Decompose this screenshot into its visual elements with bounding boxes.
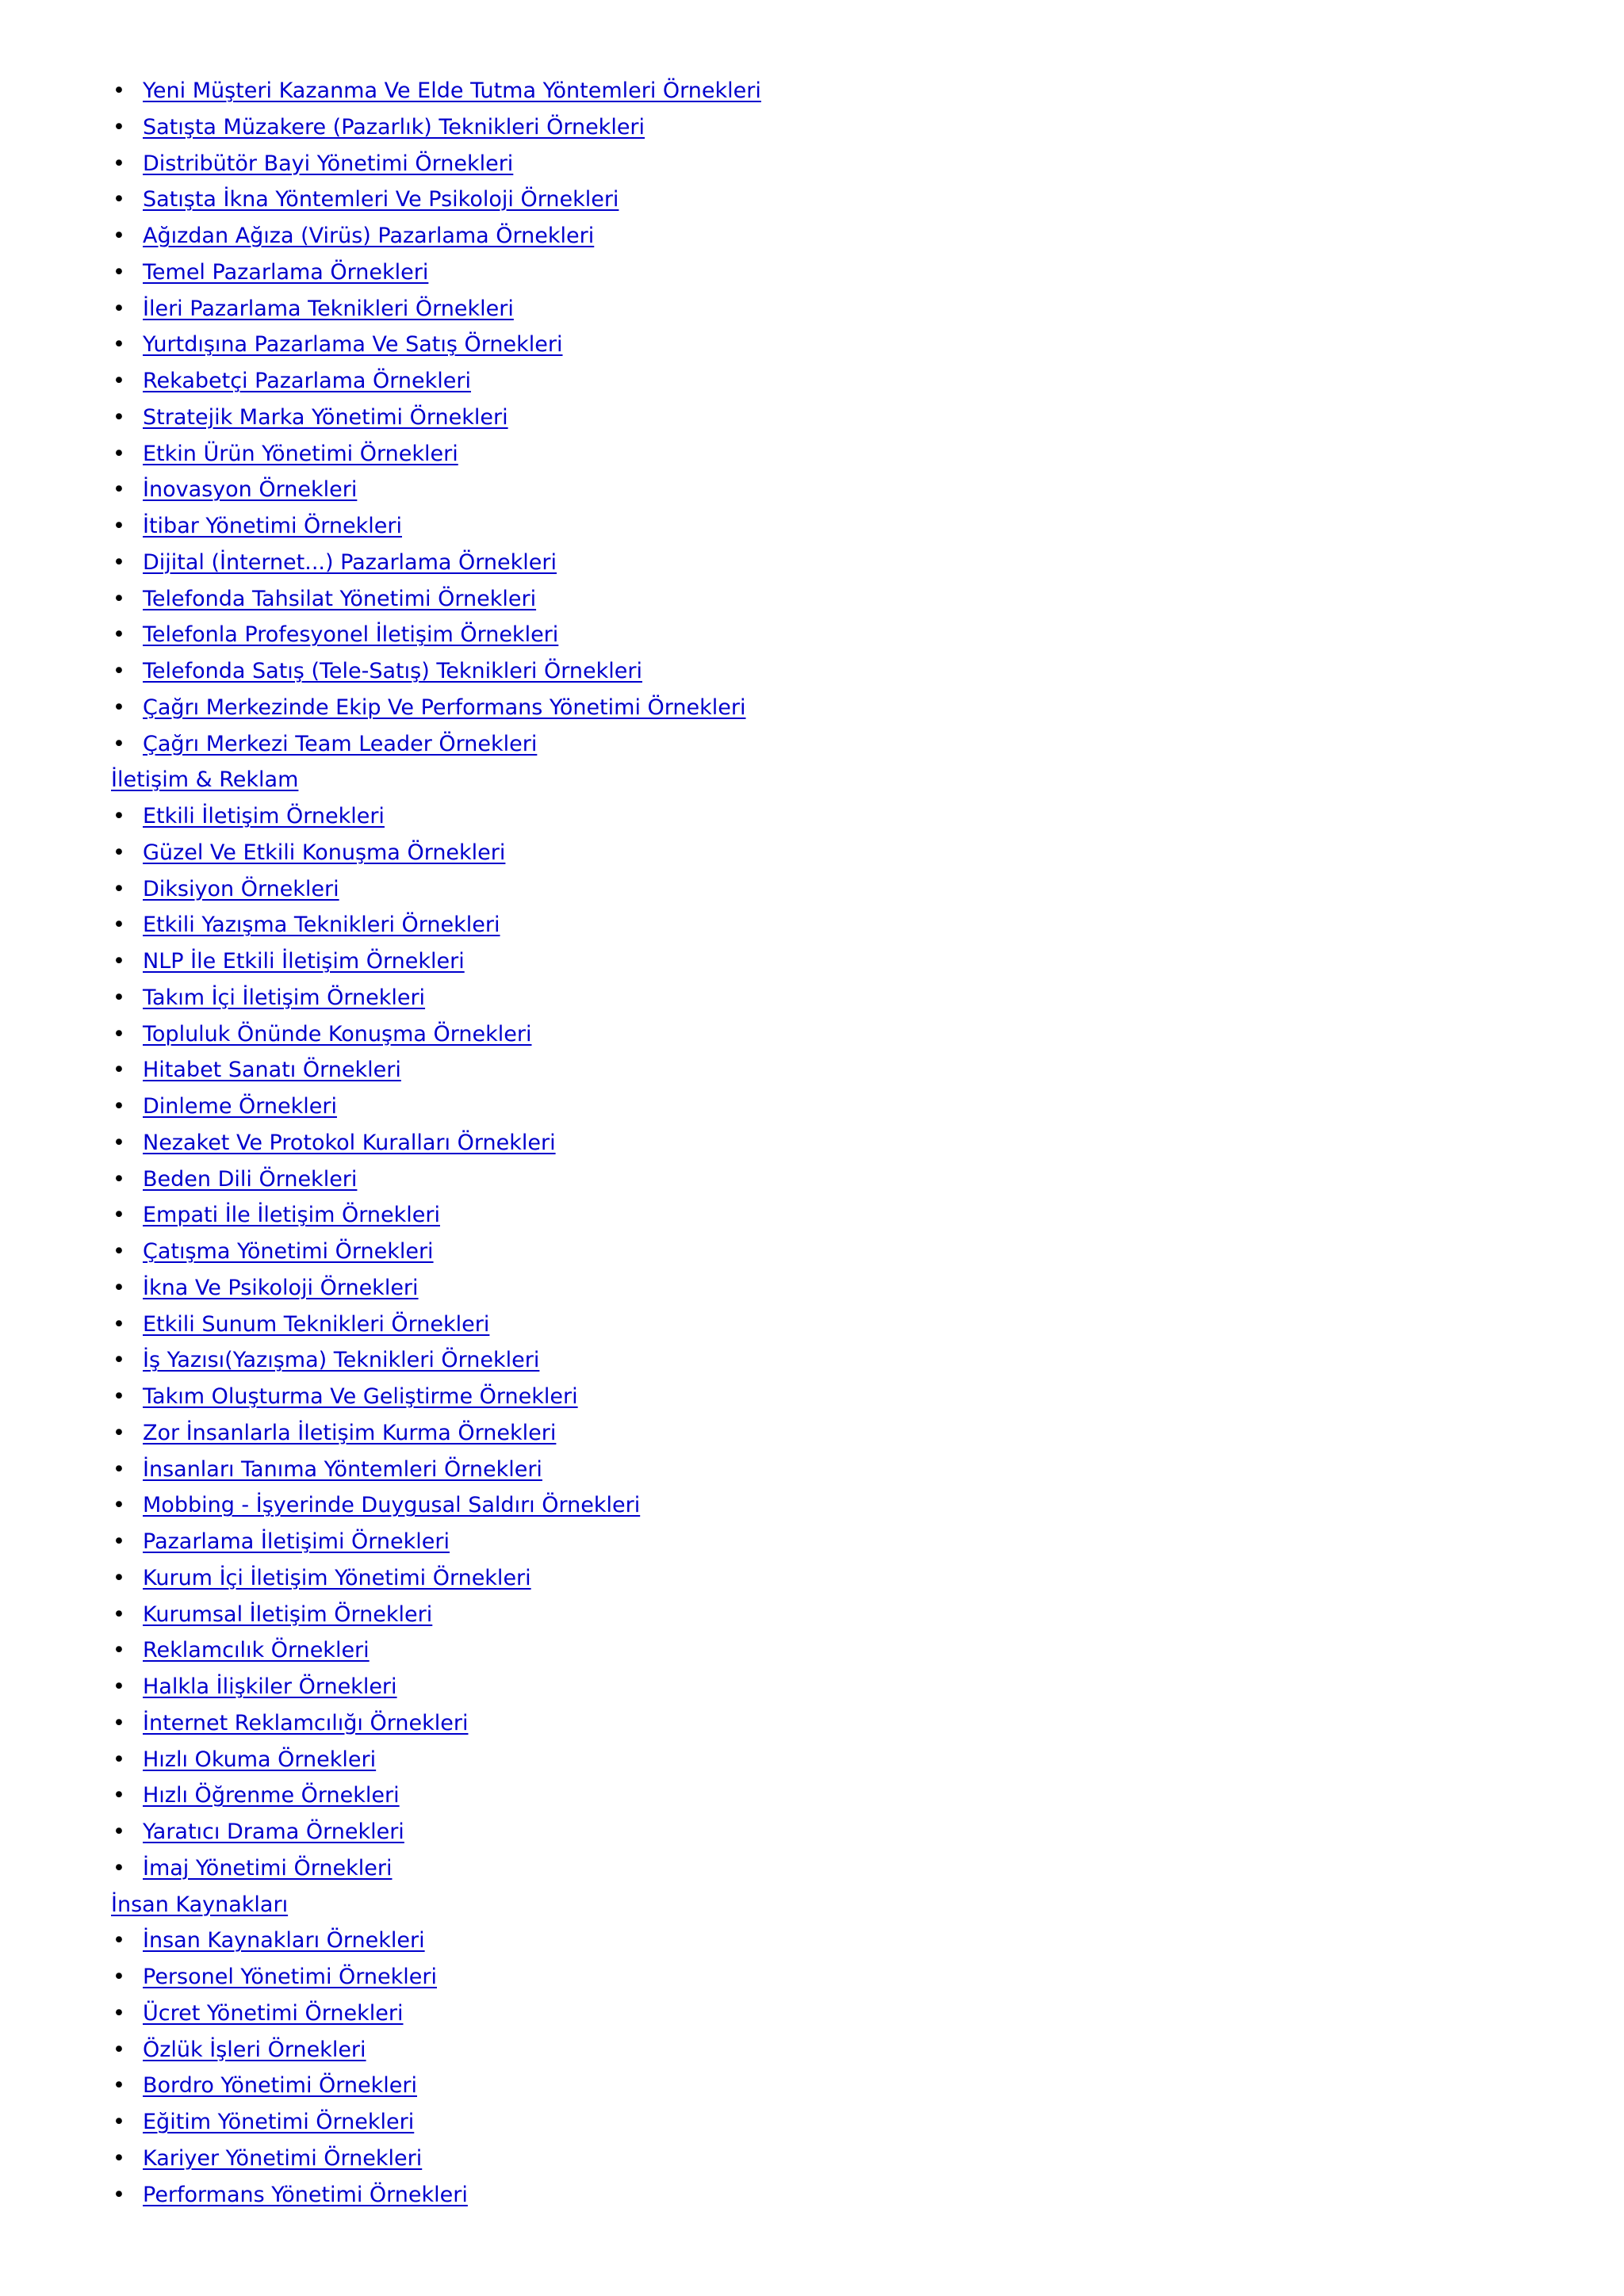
- bullet-icon: •: [113, 731, 125, 756]
- list-item-link[interactable]: Yeni Müşteri Kazanma Ve Elde Tutma Yöntemleri Örnekleri: [143, 78, 761, 103]
- list-item: [111, 1270, 1538, 1307]
- list-item: [111, 726, 1538, 763]
- list-item-link[interactable]: Telefonda Tahsilat Yönetimi Örnekleri: [143, 586, 537, 611]
- list-item: [111, 1560, 1538, 1597]
- bullet-icon: •: [113, 404, 125, 430]
- list-item: [111, 871, 1538, 908]
- list-item: [111, 1016, 1538, 1053]
- list-item: [111, 436, 1538, 473]
- list-item-link[interactable]: Takım Oluşturma Ve Geliştirme Örnekleri: [143, 1384, 578, 1409]
- list-item: [111, 1379, 1538, 1415]
- list-item: [111, 182, 1538, 218]
- list-item-link[interactable]: Takım İçi İletişim Örnekleri: [143, 985, 426, 1010]
- list-item-link[interactable]: İmaj Yönetimi Örnekleri: [143, 1855, 393, 1881]
- bullet-icon: •: [113, 1166, 125, 1192]
- list-item-link[interactable]: Diksiyon Örnekleri: [143, 876, 339, 901]
- bullet-icon: •: [113, 2037, 125, 2062]
- bullet-icon: •: [113, 187, 125, 212]
- bullet-icon: •: [113, 1384, 125, 1409]
- list-item: [111, 1161, 1538, 1198]
- bullet-icon: •: [113, 514, 125, 538]
- list-item: [111, 980, 1538, 1016]
- list-item-link[interactable]: Dijital (İnternet...) Pazarlama Örnekleri: [143, 549, 557, 575]
- list-item: [111, 2177, 1538, 2214]
- list-item-link[interactable]: Personel Yönetimi Örnekleri: [143, 1965, 437, 1989]
- list-item: [111, 2104, 1538, 2141]
- list-item-link[interactable]: Satışta Müzakere (Pazarlık) Teknikleri Örnekleri: [143, 114, 645, 140]
- bullet-icon: •: [113, 369, 125, 393]
- bullet-icon: •: [113, 1965, 125, 1989]
- bullet-icon: •: [113, 1130, 125, 1155]
- list-item-link[interactable]: İş Yazısı(Yazışma) Teknikleri Örnekleri: [143, 1348, 540, 1373]
- bullet-icon: •: [113, 1928, 125, 1954]
- list-item-link[interactable]: Bordro Yönetimi Örnekleri: [143, 2073, 417, 2099]
- list-item-link[interactable]: İnsanları Tanıma Yöntemleri Örnekleri: [143, 1456, 542, 1482]
- list-item: [111, 1959, 1538, 1996]
- bullet-icon: •: [113, 1311, 125, 1337]
- list-item-link[interactable]: Çağrı Merkezinde Ekip Ve Performans Yönetimi Örnekleri: [143, 695, 746, 720]
- list-item-link[interactable]: Beden Dili Örnekleri: [143, 1166, 358, 1192]
- list-item: [111, 2032, 1538, 2068]
- bullet-icon: •: [113, 1021, 125, 1047]
- list-item-link[interactable]: Etkili İletişim Örnekleri: [143, 804, 385, 828]
- list-item: [111, 1669, 1538, 1705]
- list-item-link[interactable]: Dinleme Örnekleri: [143, 1094, 337, 1119]
- bullet-icon: •: [113, 1820, 125, 1844]
- list-item-link[interactable]: İkna Ve Psikoloji Örnekleri: [143, 1275, 419, 1300]
- list-item: [111, 400, 1538, 436]
- list-item: [111, 254, 1538, 291]
- list-item-link[interactable]: Topluluk Önünde Konuşma Örnekleri: [143, 1021, 532, 1047]
- list-item: [111, 1307, 1538, 1343]
- list-item: [111, 291, 1538, 327]
- section-heading: [111, 1887, 1538, 1923]
- bullet-icon: •: [113, 114, 125, 140]
- bullet-icon: •: [113, 659, 125, 683]
- bullet-icon: •: [113, 586, 125, 611]
- list-item: [111, 617, 1538, 653]
- list-item-link[interactable]: Etkili Sunum Teknikleri Örnekleri: [143, 1311, 490, 1337]
- bullet-icon: •: [113, 1601, 125, 1627]
- bullet-icon: •: [113, 1058, 125, 1083]
- list-item: [111, 545, 1538, 581]
- list-item-link[interactable]: İnsan Kaynakları Örnekleri: [143, 1928, 425, 1954]
- bullet-icon: •: [113, 804, 125, 828]
- list-item-link[interactable]: İnternet Reklamcılığı Örnekleri: [143, 1710, 469, 1735]
- list-item-link[interactable]: Yaratıcı Drama Örnekleri: [143, 1820, 404, 1844]
- bullet-icon: •: [113, 1094, 125, 1119]
- bullet-icon: •: [113, 259, 125, 285]
- bullet-icon: •: [113, 985, 125, 1010]
- list-item-link[interactable]: Mobbing - İşyerinde Duygusal Saldırı Örnekleri: [143, 1493, 641, 1518]
- list-item: [111, 1597, 1538, 1633]
- bullet-icon: •: [113, 1747, 125, 1772]
- list-item-link[interactable]: Temel Pazarlama Örnekleri: [143, 259, 429, 285]
- list-item-link[interactable]: Çatışma Yönetimi Örnekleri: [143, 1239, 434, 1264]
- list-item-link[interactable]: Nezaket Ve Protokol Kuralları Örnekleri: [143, 1130, 556, 1155]
- list-item: [111, 1996, 1538, 2032]
- list-item: [111, 1923, 1538, 1959]
- bullet-icon: •: [113, 1493, 125, 1518]
- bullet-icon: •: [113, 477, 125, 503]
- bullet-icon: •: [113, 549, 125, 575]
- list-item-link[interactable]: Hitabet Sanatı Örnekleri: [143, 1058, 401, 1083]
- list-item: [111, 1487, 1538, 1524]
- list-item: [111, 1632, 1538, 1669]
- section-heading: [111, 762, 1538, 798]
- list-item-link[interactable]: Çağrı Merkezi Team Leader Örnekleri: [143, 731, 538, 756]
- list-item: [111, 73, 1538, 109]
- list-item-link[interactable]: Halkla İlişkiler Örnekleri: [143, 1674, 397, 1699]
- list-item-link[interactable]: Empati İle İletişim Örnekleri: [143, 1203, 440, 1228]
- bullet-icon: •: [113, 2000, 125, 2026]
- list-item: [111, 1052, 1538, 1089]
- bullet-icon: •: [113, 332, 125, 358]
- list-item: [111, 327, 1538, 363]
- list-item-link[interactable]: İnovasyon Örnekleri: [143, 477, 358, 503]
- list-item-link[interactable]: Reklamcılık Örnekleri: [143, 1638, 370, 1663]
- list-item-link[interactable]: Performans Yönetimi Örnekleri: [143, 2182, 468, 2207]
- bullet-icon: •: [113, 1239, 125, 1264]
- list-item: [111, 109, 1538, 146]
- bullet-icon: •: [113, 949, 125, 974]
- list-item: [111, 1742, 1538, 1778]
- list-item-link[interactable]: Telefonda Satış (Tele-Satış) Teknikleri Örnekleri: [143, 659, 642, 683]
- list-item: [111, 1705, 1538, 1742]
- bullet-icon: •: [113, 441, 125, 466]
- list-item: [111, 1850, 1538, 1887]
- bullet-icon: •: [113, 2110, 125, 2134]
- list-item-link[interactable]: Eğitim Yönetimi Örnekleri: [143, 2110, 415, 2134]
- list-item: [111, 146, 1538, 182]
- list-item: [111, 218, 1538, 254]
- list-item-link[interactable]: Zor İnsanlarla İletişim Kurma Örnekleri: [143, 1420, 557, 1445]
- list-item-link[interactable]: Ağızdan Ağıza (Virüs) Pazarlama Örnekleri: [143, 224, 595, 248]
- bullet-icon: •: [113, 151, 125, 176]
- bullet-icon: •: [113, 1710, 125, 1735]
- list-item: [111, 472, 1538, 508]
- list-item-link[interactable]: Özlük İşleri Örnekleri: [143, 2037, 366, 2062]
- list-item: [111, 581, 1538, 618]
- bullet-icon: •: [113, 876, 125, 901]
- bullet-icon: •: [113, 78, 125, 103]
- bullet-icon: •: [113, 1855, 125, 1881]
- list-item: [111, 1089, 1538, 1125]
- list-item: [111, 1125, 1538, 1161]
- list-item-link[interactable]: Hızlı Öğrenme Örnekleri: [143, 1783, 400, 1808]
- list-item: [111, 2068, 1538, 2104]
- list-item: [111, 1415, 1538, 1452]
- list-item: [111, 1342, 1538, 1379]
- list-item: [111, 690, 1538, 726]
- list-item: [111, 653, 1538, 690]
- bullet-icon: •: [113, 1456, 125, 1482]
- list-item-link[interactable]: Kariyer Yönetimi Örnekleri: [143, 2145, 423, 2171]
- list-item-link[interactable]: Hızlı Okuma Örnekleri: [143, 1747, 377, 1772]
- list-item: [111, 907, 1538, 943]
- bullet-icon: •: [113, 224, 125, 248]
- list-item-link[interactable]: Güzel Ve Etkili Konuşma Örnekleri: [143, 840, 506, 865]
- bullet-icon: •: [113, 913, 125, 938]
- list-item-link[interactable]: Kurum İçi İletişim Yönetimi Örnekleri: [143, 1565, 531, 1590]
- bullet-icon: •: [113, 2073, 125, 2099]
- list-item-link[interactable]: Distribütör Bayi Yönetimi Örnekleri: [143, 151, 514, 176]
- bullet-icon: •: [113, 1529, 125, 1554]
- list-item-link[interactable]: Yurtdışına Pazarlama Ve Satış Örnekleri: [143, 332, 563, 358]
- list-item-link[interactable]: Etkili Yazışma Teknikleri Örnekleri: [143, 913, 500, 938]
- list-item: [111, 835, 1538, 871]
- bullet-icon: •: [113, 1420, 125, 1445]
- bullet-icon: •: [113, 695, 125, 720]
- list-item-link[interactable]: Rekabetçi Pazarlama Örnekleri: [143, 369, 471, 393]
- list-item: [111, 1452, 1538, 1488]
- link-list: [111, 73, 1538, 2213]
- bullet-icon: •: [113, 840, 125, 865]
- list-item: [111, 1814, 1538, 1850]
- section-heading-link[interactable]: İletişim & Reklam: [111, 767, 299, 793]
- bullet-icon: •: [113, 2182, 125, 2207]
- section-heading-link[interactable]: İnsan Kaynakları: [111, 1892, 289, 1917]
- list-item-link[interactable]: İleri Pazarlama Teknikleri Örnekleri: [143, 296, 514, 321]
- bullet-icon: •: [113, 1565, 125, 1590]
- list-item-link[interactable]: Pazarlama İletişimi Örnekleri: [143, 1529, 450, 1554]
- list-item-link[interactable]: Etkin Ürün Yönetimi Örnekleri: [143, 441, 458, 466]
- bullet-icon: •: [113, 622, 125, 648]
- bullet-icon: •: [113, 1783, 125, 1808]
- bullet-icon: •: [113, 1638, 125, 1663]
- list-item-link[interactable]: NLP İle Etkili İletişim Örnekleri: [143, 949, 465, 974]
- list-item-link[interactable]: Stratejik Marka Yönetimi Örnekleri: [143, 404, 508, 430]
- list-item: [111, 1524, 1538, 1560]
- list-item: [111, 508, 1538, 545]
- list-item: [111, 943, 1538, 980]
- list-item-link[interactable]: İtibar Yönetimi Örnekleri: [143, 514, 402, 538]
- bullet-icon: •: [113, 1348, 125, 1373]
- list-item: [111, 798, 1538, 835]
- list-item-link[interactable]: Satışta İkna Yöntemleri Ve Psikoloji Örnekleri: [143, 187, 619, 212]
- list-item-link[interactable]: Kurumsal İletişim Örnekleri: [143, 1601, 433, 1627]
- list-item-link[interactable]: Telefonla Profesyonel İletişim Örnekleri: [143, 622, 559, 648]
- bullet-icon: •: [113, 2145, 125, 2171]
- list-item: [111, 1234, 1538, 1270]
- bullet-icon: •: [113, 296, 125, 321]
- list-item: [111, 1777, 1538, 1814]
- list-item: [111, 363, 1538, 400]
- bullet-icon: •: [113, 1275, 125, 1300]
- list-item: [111, 2141, 1538, 2177]
- bullet-icon: •: [113, 1674, 125, 1699]
- list-item-link[interactable]: Ücret Yönetimi Örnekleri: [143, 2000, 404, 2026]
- list-item: [111, 1197, 1538, 1234]
- bullet-icon: •: [113, 1203, 125, 1228]
